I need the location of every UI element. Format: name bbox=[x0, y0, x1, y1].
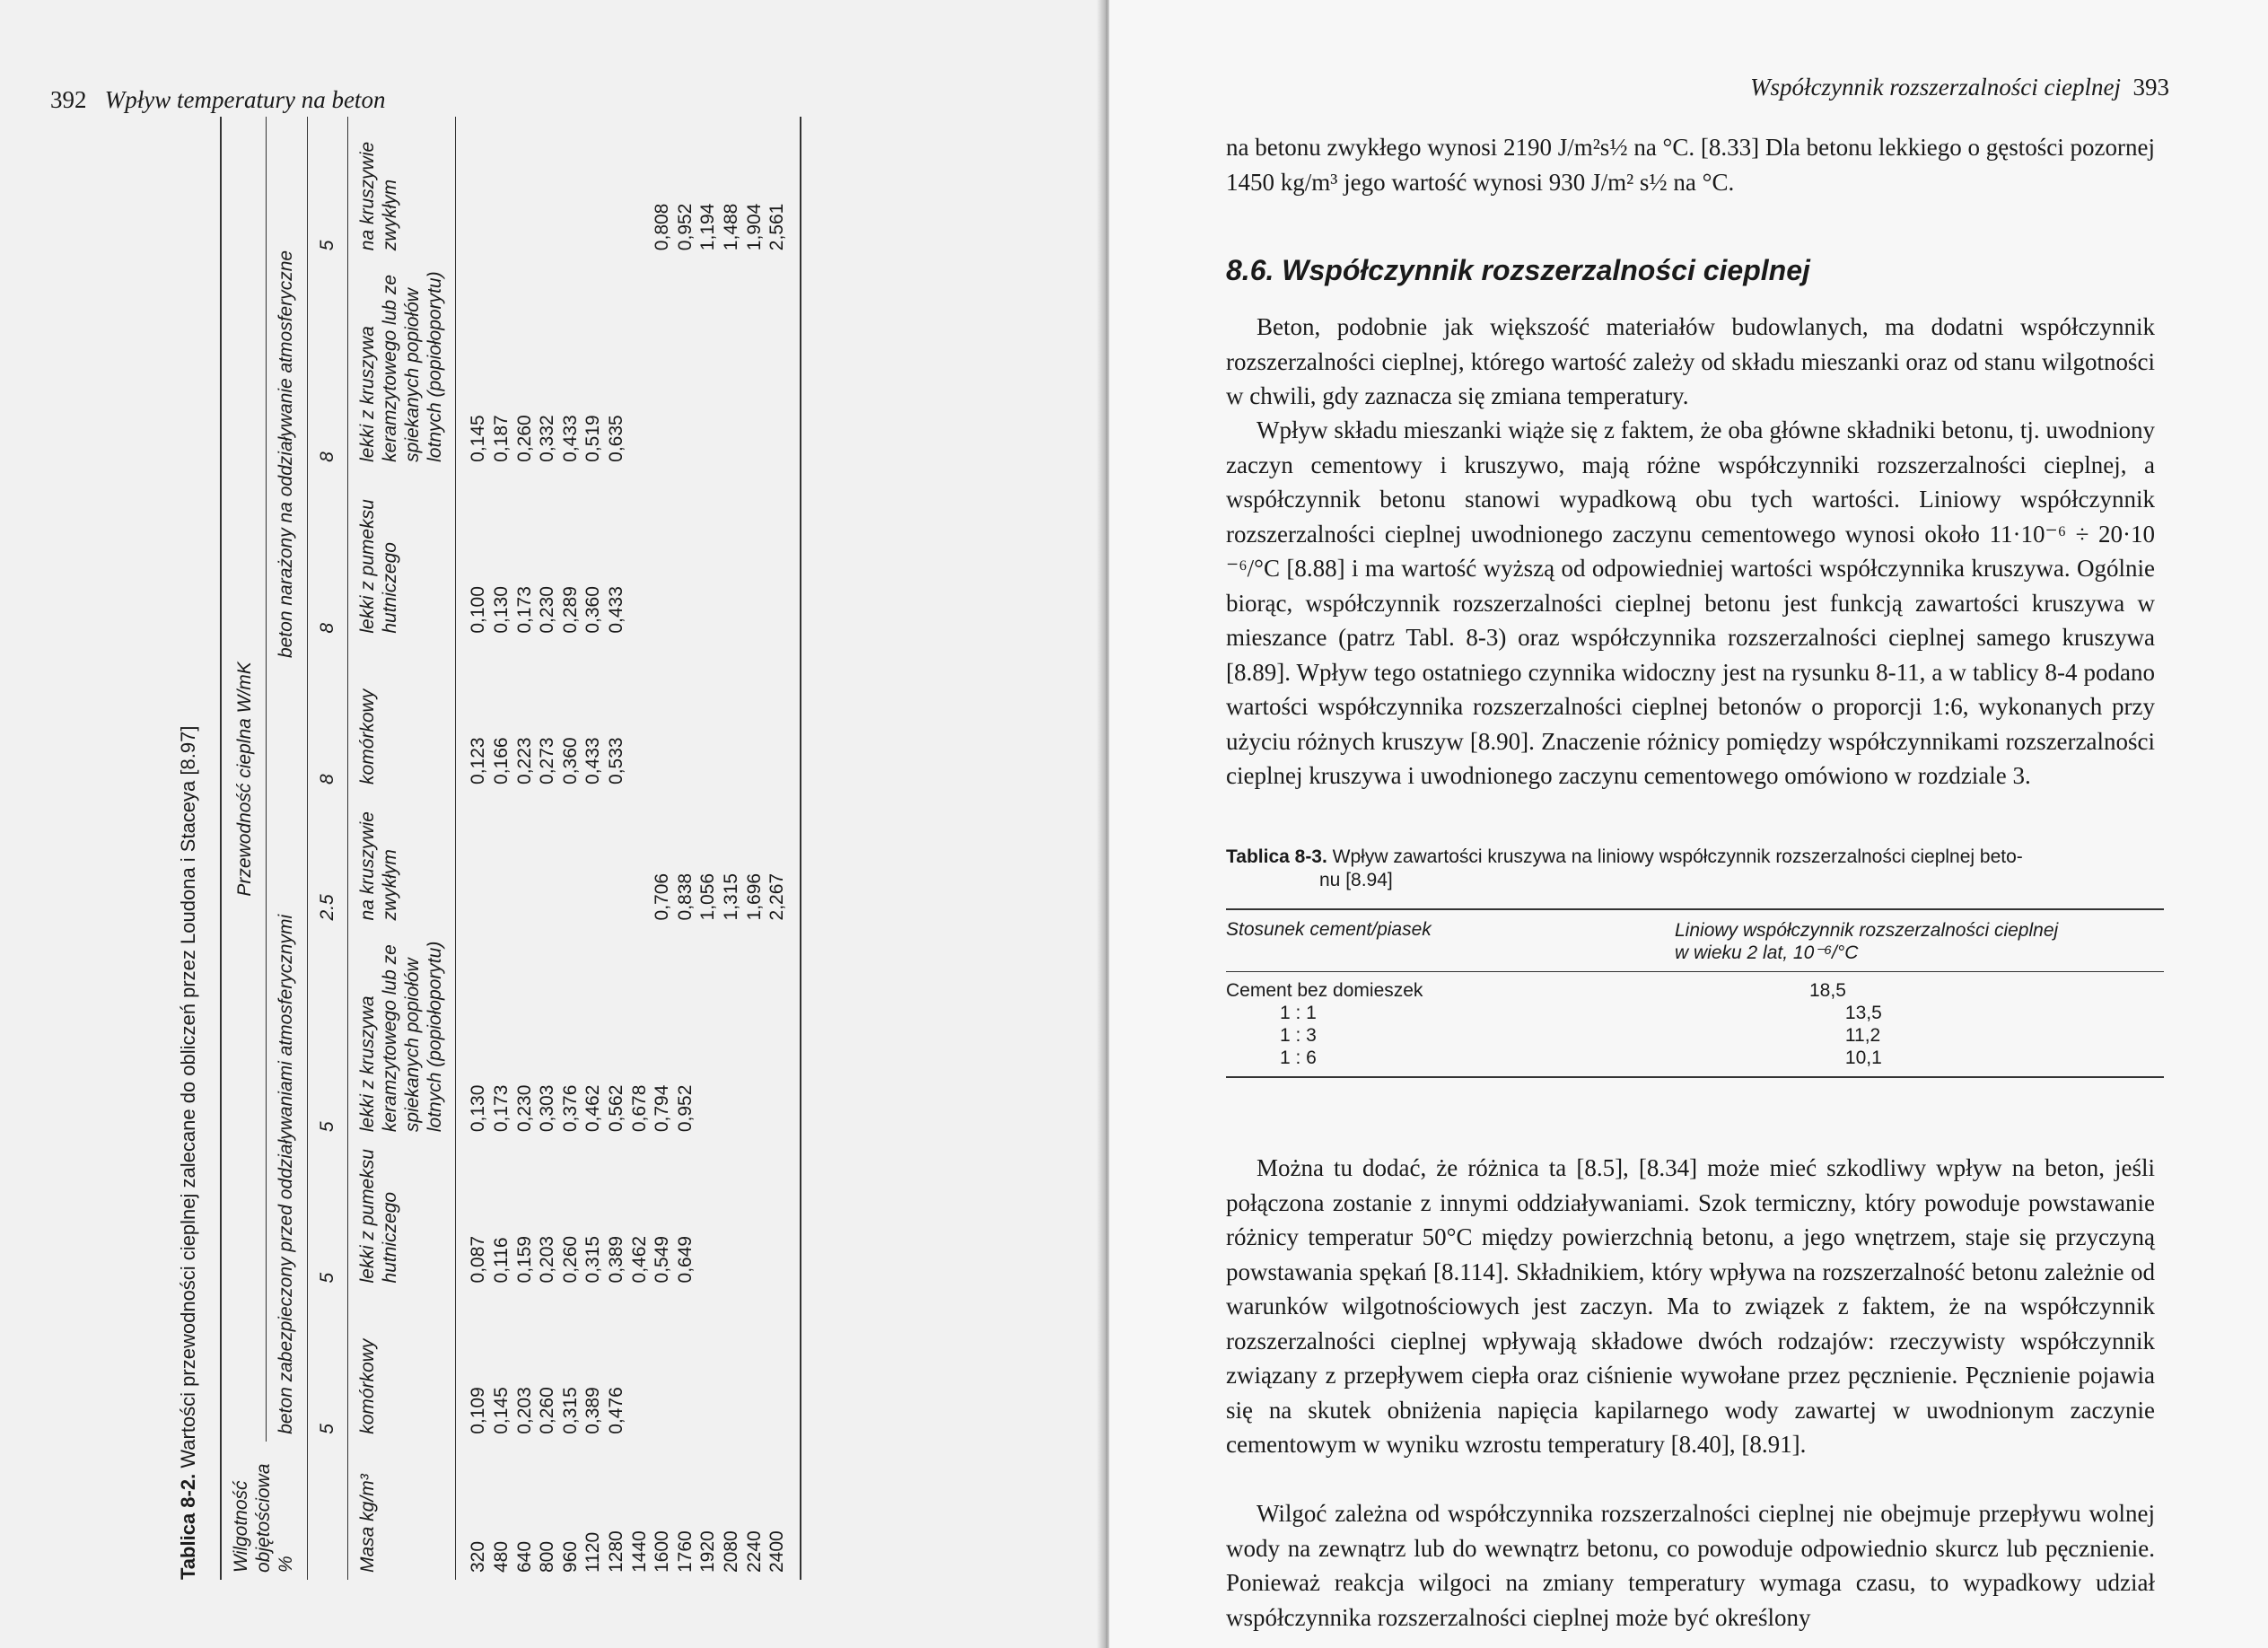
value-cell: 10,1 bbox=[1844, 1048, 1882, 1068]
table-8-3 bbox=[1226, 908, 2164, 1078]
table-8-3-body bbox=[1226, 972, 2164, 1078]
right-running-head bbox=[1750, 74, 2169, 101]
moisture-cell: 8 bbox=[307, 258, 348, 469]
ratio-cell: 1 : 1 bbox=[1280, 1003, 1317, 1023]
left-running-title: Wpływ temperatury na beton bbox=[104, 86, 386, 113]
table-row bbox=[1226, 1002, 2164, 1024]
table-8-3-caption bbox=[1226, 846, 2159, 892]
left-running-head bbox=[50, 86, 385, 114]
value-cell: 13,5 bbox=[1844, 1003, 1882, 1023]
ratio-cell: 1 : 3 bbox=[1280, 1025, 1317, 1046]
moisture-cell: 8 bbox=[307, 641, 348, 792]
table-8-3-title-line1: Wpływ zawartości kruszywa na liniowy współczynnik rozszerzalności cieplnej beto- bbox=[1332, 846, 2023, 867]
type-cell: lekki z kruszywa keramzytowego lub ze spiekanych popiołów lotnych (popiołoporytu) bbox=[348, 927, 456, 1139]
table-row bbox=[1226, 1024, 2164, 1047]
paragraph-3: Można tu dodać, że różnica ta [8.5], [8.34] może mieć szkodliwy wpływ na beton, jeśli połączona zostanie z innymi oddziaływaniami. Szok termiczny, który powoduje powstawanie różnicy temperatur 50°C między powierzchnią betonu, a jego wnętrzem, staje się przyczyną powstawania spękań [8.114]. Składnikiem, który wpływa na rozszerzalność betonu zależnie od warunków wilgotnościowych jest zaczyn. Ma to związek z faktem, że na współczynnik rozszerzalności cieplnej wpływają składowe dwóch rodzajów: rzeczywisty współczynnik związany z przepływem ciepła oraz ciśnienie wywołane przez pęcznienie. Pęcznienie pojawia się na skutek obniżenia napięcia kapilarnego wody zawartej w uwodnionym zaczynie cementowym w wyniku wzrostu temperatury [8.40], [8.91]. bbox=[1226, 1154, 2155, 1458]
value-column: 0,145 0,187 0,260 0,332 0,433 0,519 0,635 bbox=[456, 258, 801, 469]
table-8-3-col2-header bbox=[1675, 919, 2141, 964]
type-cell: na kruszywie zwykłym bbox=[348, 792, 456, 928]
moisture-cell: 5 bbox=[307, 117, 348, 258]
group-protected-header: beton zabezpieczony przed oddziaływaniami atmosferycznymi bbox=[266, 792, 307, 1442]
table-8-3-header bbox=[1226, 910, 2164, 972]
moisture-cell: 5 bbox=[307, 1290, 348, 1441]
table-8-2-caption bbox=[157, 117, 220, 1580]
table-8-3-col1-header: Stosunek cement/piasek bbox=[1226, 919, 1432, 940]
intro-paragraph: na betonu zwykłego wynosi 2190 J/m²s½ na °C. [8.33] Dla betonu lekkiego o gęstości pozornej 1450 kg/m³ jego wartość wynosi 930 J/m² s½ na °C. bbox=[1226, 134, 2155, 196]
moisture-cell: 5 bbox=[307, 927, 348, 1139]
col2-header-line1: Liniowy współczynnik rozszerzalności cieplnej bbox=[1675, 920, 2059, 941]
density-values: 320 480 640 800 960 1120 1280 1440 1600 1760 1920 2080 2240 2400 bbox=[456, 1442, 801, 1580]
ratio-cell: Cement bez domieszek bbox=[1226, 980, 1423, 1001]
table-8-2-label: Tablica 8-2. bbox=[177, 1473, 199, 1580]
moisture-cell: 5 bbox=[307, 1139, 348, 1290]
table-8-3-label: Tablica 8-3. bbox=[1226, 846, 1327, 867]
value-column: 0,808 0,952 1,194 1,488 1,904 2,561 bbox=[456, 117, 801, 258]
type-cell: lekki z kruszywa keramzytowego lub ze spiekanych popiołów lotnych (popiołoporytu) bbox=[348, 258, 456, 469]
value-column: 0,109 0,145 0,203 0,260 0,315 0,389 0,476 bbox=[456, 1290, 801, 1441]
col2-header-line2: w wieku 2 lat, 10⁻⁶/°C bbox=[1675, 942, 1859, 963]
value-column: 0,130 0,173 0,230 0,303 0,376 0,462 0,562 0,678 0,794 0,952 bbox=[456, 927, 801, 1139]
right-page-number: 393 bbox=[2132, 74, 2169, 101]
value-column: 0,706 0,838 1,056 1,315 1,696 2,267 bbox=[456, 792, 801, 928]
value-column: 0,123 0,166 0,223 0,273 0,360 0,433 0,533 bbox=[456, 641, 801, 792]
type-cell: komórkowy bbox=[348, 641, 456, 792]
type-cell: lekki z pumeksu hutniczego bbox=[348, 1139, 456, 1290]
paragraph-2: Wpływ składu mieszanki wiąże się z faktem, że oba główne składniki betonu, tj. uwodniony zaczyn cementowy i kruszywo, mają różne współczynniki rozszerzalności cieplnej, a współczynnik betonu stanowi wypadkową obu tych wartości. Liniowy współczynnik rozszerzalności cieplnej uwodnionego zaczynu cementowego wynosi około 11·10⁻⁶ ÷ 20·10 ⁻⁶/°C [8.88] i ma wartość wyższą od odpowiedniej wartości współczynnika kruszywa. Ogólnie biorąc, współczynnik rozszerzalności cieplnej betonu jest funkcją zawartości kruszywa w mieszance (patrz Tabl. 8-3) oraz współczynnika rozszerzalności cieplnej samego kruszywa [8.89]. Wpływ tego ostatniego czynnika widoczny jest na rysunku 8-11, a w tablicy 8-4 podano wartości współczynnika rozszerzalności cieplnej betonów o proporcji 1:6, wykonanych przy użyciu różnych kruszyw [8.90]. Znaczenie różnicy pomiędzy współczynnikami rozszerzalności cieplnej kruszywa i uwodnionego zaczynu cementowego omówiono w rozdziale 3. bbox=[1226, 416, 2155, 789]
moisture-header: Wilgotność objętościowa % bbox=[221, 1442, 307, 1580]
value-column: 0,100 0,130 0,173 0,230 0,289 0,360 0,433 bbox=[456, 469, 801, 641]
table-8-3-title-line2: nu [8.94] bbox=[1319, 870, 1393, 890]
type-cell: lekki z pumeksu hutniczego bbox=[348, 469, 456, 641]
right-page bbox=[1109, 0, 2268, 1648]
value-column: 0,087 0,116 0,159 0,203 0,260 0,315 0,389 0,462 0,549 0,649 bbox=[456, 1139, 801, 1290]
table-row bbox=[1226, 1047, 2164, 1069]
moisture-cell: 8 bbox=[307, 469, 348, 641]
type-cell: komórkowy bbox=[348, 1290, 456, 1441]
value-cell: 11,2 bbox=[1844, 1025, 1881, 1046]
paragraph-1: Beton, podobnie jak większość materiałów budowlanych, ma dodatni współczynnik rozszerzalności cieplnej, którego wartość zależy od składu mieszanki oraz od stanu wilgotności w chwili, gdy zaznacza się zmiana temperatury. bbox=[1226, 313, 2155, 409]
conductivity-header: Przewodność cieplna W/mK bbox=[221, 117, 266, 1442]
density-header: Masa kg/m³ bbox=[348, 1442, 456, 1580]
left-page-number: 392 bbox=[50, 86, 87, 113]
table-row bbox=[1226, 979, 2164, 1002]
right-running-title: Współczynnik rozszerzalności cieplnej bbox=[1750, 74, 2121, 101]
value-cell: 18,5 bbox=[1809, 980, 1846, 1001]
type-cell: na kruszywie zwykłym bbox=[348, 117, 456, 258]
table-8-2-title: Wartości przewodności cieplnej zalecane do obliczeń przez Loudona i Staceya [8.97] bbox=[177, 725, 199, 1468]
section-title: 8.6. Współczynnik rozszerzalności cieplnej bbox=[1226, 254, 1810, 286]
left-page bbox=[0, 0, 1104, 1648]
group-exposed-header: beton narażony na oddziaływanie atmosferyczne bbox=[266, 117, 307, 792]
paragraph-4: Wilgoć zależna od współczynnika rozszerzalności cieplnej nie obejmuje przepływu wolnej wody na zewnątrz lub do wewnątrz betonu, co powoduje odpowiednio skurcz lub pęcznienie. Ponieważ reakcja wilgoci na zmiany temperatury wymaga czasu, to wypadkowy udział współczynnika rozszerzalności cieplnej może być określony bbox=[1226, 1500, 2155, 1631]
moisture-cell: 2.5 bbox=[307, 792, 348, 928]
table-8-2 bbox=[157, 117, 947, 1580]
ratio-cell: 1 : 6 bbox=[1280, 1048, 1317, 1068]
table-8-2-grid bbox=[220, 117, 801, 1580]
